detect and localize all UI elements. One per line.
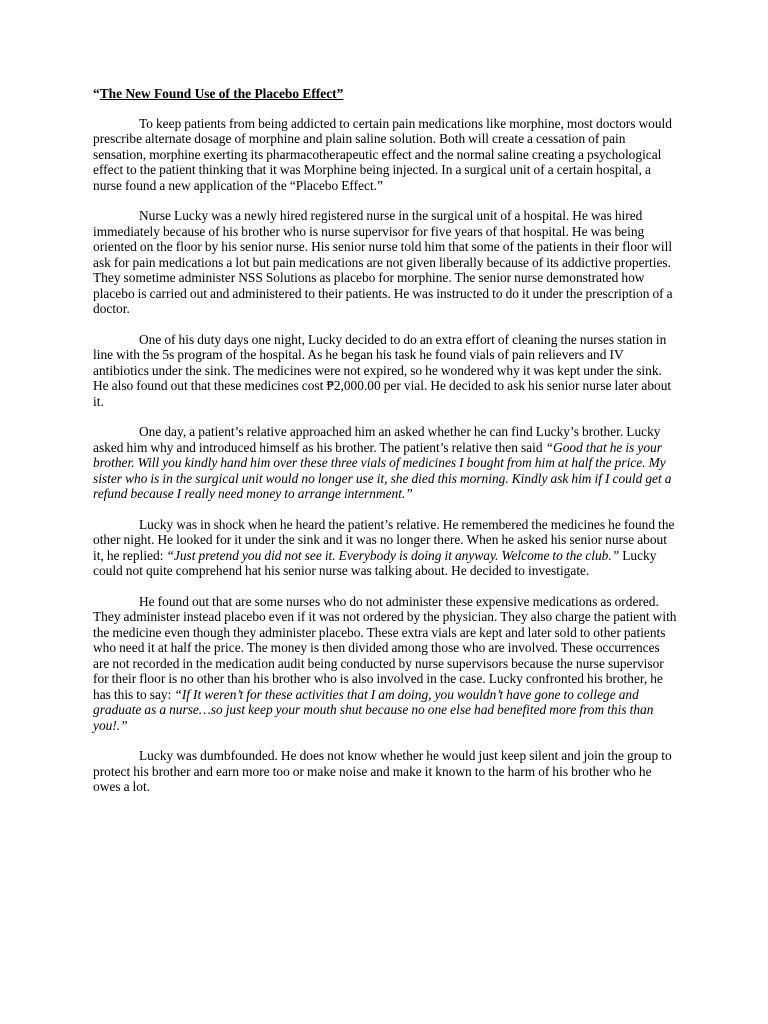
paragraph-3: One of his duty days one night, Lucky decided to do an extra effort of cleaning the nurses station in line with the 5s program of the hospital. As he began his task he found vials of pain relievers and IV antibiotics under the sink. The medicines were not expired, so he wondered why it was kept under the sink. He also found out that these medicines cost ₱2,000.00 per vial. He decided to ask his senior nurse later about it. — [93, 331, 672, 409]
paragraph-7: Lucky was dumbfounded. He does not know whether he would just keep silent and join the group to protect his brother and earn more too or make noise and make it known to the harm of his brother who he owes a lot. — [93, 748, 672, 794]
title-open-quote: “ — [93, 86, 100, 101]
document-title — [93, 86, 677, 102]
paragraph-4-quote: “Good that he is your brother. Will you kindly hand him over these three vials of medicines I bought from him at half the price. My sister who is in the surgical unit would no longer use it, she died this morning. Kindly ask him if I could get a refund because I really need money to arrange internment.” — [93, 439, 672, 501]
document-page — [93, 86, 677, 810]
paragraph-5-quote: “Just pretend you did not see it. Everybody is doing it anyway. Welcome to the club.” — [166, 547, 620, 563]
paragraph-5-tail: Lucky could not quite comprehend hat his senior nurse was talking about. He decided to investigate. — [93, 547, 657, 578]
paragraph-4 — [93, 424, 677, 502]
paragraph-5 — [93, 517, 677, 579]
paragraph-2: Nurse Lucky was a newly hired registered nurse in the surgical unit of a hospital. He was hired immediately because of his brother who is nurse supervisor for five years of that hospital. He was being oriented on the floor by his senior nurse. His senior nurse told him that some of the patients in their floor will ask for pain medications a lot but pain medications are not given liberally because of its addictive properties. They sometime administer NSS Solutions as placebo for morphine. The senior nurse demonstrated how placebo is carried out and administered to their patients. He was instructed to do it under the prescription of a doctor. — [93, 208, 673, 316]
paragraph-6 — [93, 594, 677, 734]
paragraph-1: To keep patients from being addicted to certain pain medications like morphine, most doctors would prescribe alternate dosage of morphine and plain saline solution. Both will create a cessation of pain sensation, morphine exerting its pharmacotherapeutic effect and the normal saline creating a psychological effect to the patient thinking that it was Morphine being injected. In a surgical unit of a certain hospital, a nurse found a new application of the “Placebo Effect.” — [93, 115, 672, 193]
paragraph-5-text: Lucky was in shock when he heard the patient’s relative. He remembered the medicines he found the other night. He looked for it under the sink and it was no longer there. When he asked his senior nurse about it, he replied: — [93, 516, 675, 563]
paragraph-6-quote: “If It weren’t for these activities that I am doing, you wouldn’t have gone to college and graduate as a nurse…so just keep your mouth shut because no one else had benefited more from this than you!.” — [93, 686, 654, 733]
title-text: The New Found Use of the Placebo Effect” — [99, 86, 344, 101]
paragraph-6-text: He found out that are some nurses who do not administer these expensive medications as ordered. They administer instead placebo even if it was not ordered by the physician. They also charge the patient with the medicine even though they administer placebo. These extra vials are kept and later sold to other patients who need it at half the price. The money is then divided among those who are involved. These occurrences are not recorded in the medication audit being conducted by nurse supervisors because the nurse supervisor for their floor is no other than his brother who is also involved in the case. Lucky confronted his brother, he has this to say: — [93, 593, 677, 702]
paragraph-4-text: One day, a patient’s relative approached him an asked whether he can find Lucky’s brother. Lucky asked him why and introduced himself as his brother. The patient’s relative then said — [93, 424, 661, 455]
